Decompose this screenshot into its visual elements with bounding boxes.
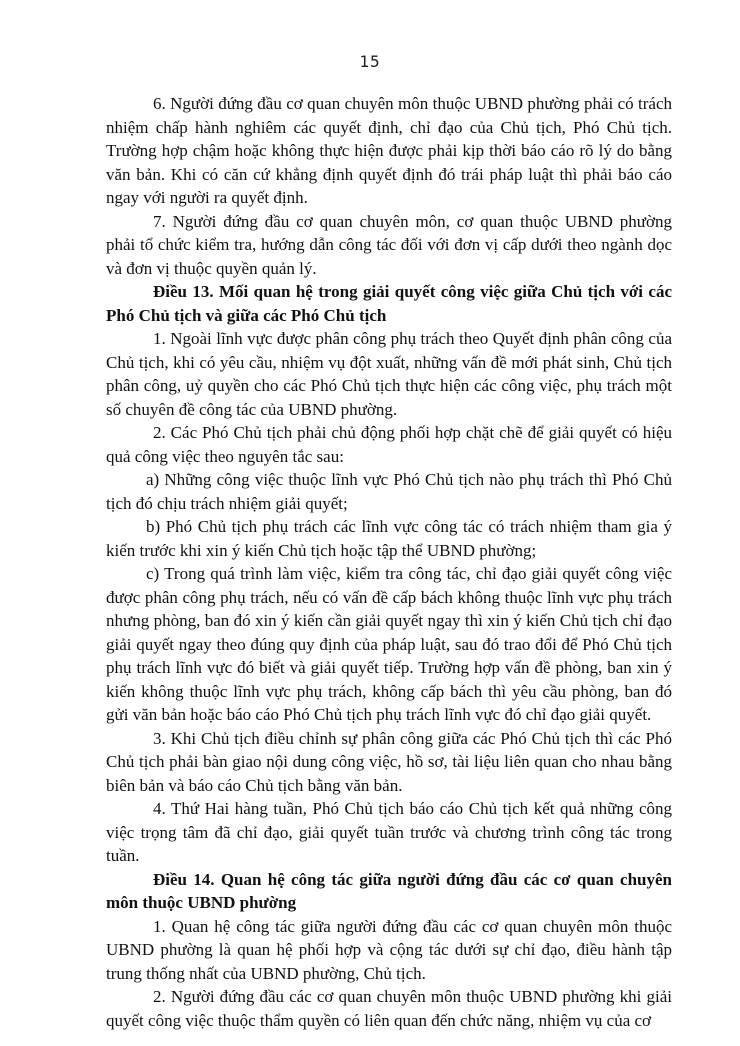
article-14-clause-2: 2. Người đứng đầu các cơ quan chuyên môn thuộc UBND phường khi giải quyết công việc thuộc thẩm quyền có liên quan đến chức năng, nhiệm vụ của cơ xyxy=(106,987,672,1030)
article-13-clause-2b: b) Phó Chủ tịch phụ trách các lĩnh vực công tác có trách nhiệm tham gia ý kiến trước khi xin ý kiến Chủ tịch hoặc tập thể UBND phường; xyxy=(106,517,672,560)
article-13-clause-1: 1. Ngoài lĩnh vực được phân công phụ trách theo Quyết định phân công của Chủ tịch, khi có yêu cầu, nhiệm vụ đột xuất, những vấn đề mới phát sinh, Chủ tịch phân công, uỷ quyền cho các Phó Chủ tịch thực hiện các công việc, phụ trách một số chuyên đề công tác của UBND phường. xyxy=(106,329,672,419)
article-13-clause-3: 3. Khi Chủ tịch điều chỉnh sự phân công giữa các Phó Chủ tịch thì các Phó Chủ tịch phải bàn giao nội dung công việc, hồ sơ, tài liệu liên quan cho nhau bằng biên bản và báo cáo Chủ tịch bằng văn bản. xyxy=(106,728,672,795)
article-13-clause-2c: c) Trong quá trình làm việc, kiểm tra công tác, chỉ đạo giải quyết công việc được phân công phụ trách, nếu có vấn đề cấp bách không thuộc lĩnh vực phụ trách nhưng phòng, ban đó xin ý kiến cần giải quyết ngay thì xin ý kiến Chủ tịch chỉ đạo giải quyết ngay theo đúng quy định của pháp luật, sau đó trao đổi để Phó Chủ tịch phụ trách lĩnh vực đó biết và giải quyết tiếp. Trường hợp vấn đề phòng, ban xin ý kiến không thuộc lĩnh vực phụ trách, không cấp bách thì yêu cầu phòng, ban đó gửi văn bản hoặc báo cáo Phó Chủ tịch phụ trách lĩnh vực đó chỉ đạo giải quyết. xyxy=(106,564,672,724)
page-number: 15 xyxy=(359,52,381,71)
article-14-clause-1: 1. Quan hệ công tác giữa người đứng đầu các cơ quan chuyên môn thuộc UBND phường là quan hệ phối hợp và cộng tác dưới sự chỉ đạo, điều hành tập trung thống nhất của UBND phường, Chủ tịch. xyxy=(106,916,672,983)
article-14-heading: Điều 14. Quan hệ công tác giữa người đứng đầu các cơ quan chuyên môn thuộc UBND phường xyxy=(106,869,672,912)
article-13-clause-2a: a) Những công việc thuộc lĩnh vực Phó Chủ tịch nào phụ trách thì Phó Chủ tịch đó chịu trách nhiệm giải quyết; xyxy=(106,470,672,513)
paragraph-7: 7. Người đứng đầu cơ quan chuyên môn, cơ quan thuộc UBND phường phải tổ chức kiểm tra, hướng dẫn công tác đối với đơn vị cấp dưới theo ngành dọc và đơn vị thuộc quyền quản lý. xyxy=(106,211,672,278)
article-13-heading: Điều 13. Mối quan hệ trong giải quyết công việc giữa Chủ tịch với các Phó Chủ tịch và giữa các Phó Chủ tịch xyxy=(106,282,672,325)
article-13-clause-4: 4. Thứ Hai hàng tuần, Phó Chủ tịch báo cáo Chủ tịch kết quả những công việc trọng tâm đã chỉ đạo, giải quyết tuần trước và chương trình công tác trong tuần. xyxy=(106,799,672,865)
paragraph-6: 6. Người đứng đầu cơ quan chuyên môn thuộc UBND phường phải có trách nhiệm chấp hành nghiêm các quyết định, chỉ đạo của Chủ tịch, Phó Chủ tịch. Trường hợp chậm hoặc không thực hiện được phải kịp thời báo cáo rõ lý do bằng văn bản. Khi có căn cứ khẳng định quyết định đó trái pháp luật thì phải báo cáo ngay với người ra quyết định. xyxy=(106,94,672,207)
document-body xyxy=(106,92,672,1032)
article-13-clause-2: 2. Các Phó Chủ tịch phải chủ động phối hợp chặt chẽ để giải quyết có hiệu quả công việc theo nguyên tắc sau: xyxy=(106,423,672,466)
